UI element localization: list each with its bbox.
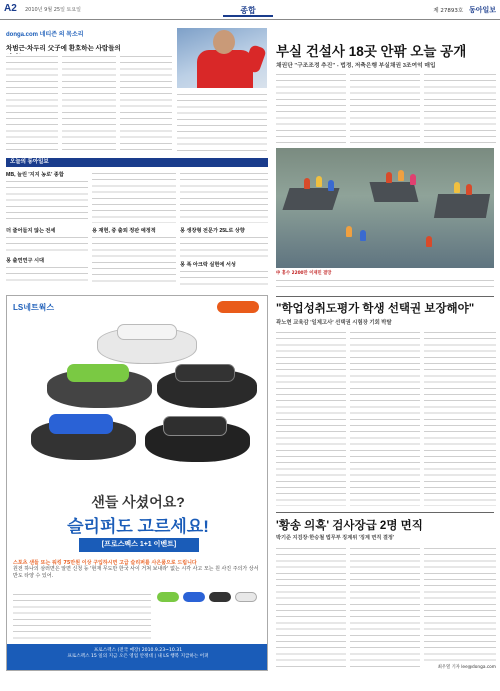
flood-photo [276, 148, 494, 268]
story2-body-col3 [424, 330, 496, 506]
story3-byline: 최우열 기자 lee@donga.com [437, 665, 496, 670]
ad-brand-logo: LS네트웍스 [13, 303, 55, 312]
story3-headline[interactable]: '황송 의혹' 검사장급 2명 면직 [276, 520, 423, 532]
story2-subhead: 곽노현 교육감 '일제고사' 선택권 시험장 기회 박탈 [276, 320, 392, 326]
brief-body-col2 [92, 171, 176, 223]
sandal-strap-black [175, 364, 235, 382]
sports-article-body-2 [62, 54, 116, 152]
sports-headline: 차범근-차두리 父子에 환호하는 사람들의 [6, 45, 121, 52]
ad-body-text [13, 560, 263, 579]
sandal-strap-green [67, 364, 129, 382]
prospecs-logo-badge [217, 301, 259, 313]
brief-body-3 [92, 235, 176, 285]
sports-article-body-4 [177, 92, 267, 152]
brief-title-5[interactable]: 몽 출연연구 시대 [6, 258, 44, 264]
ad-body-lead: 스포츠 샌들 또는 워킹 75만원 이상 구입하시면 고급 슬리퍼를 사은품으로 드립니다 [13, 560, 197, 566]
divider-story3 [276, 512, 494, 513]
story3-body-col1 [276, 546, 346, 672]
story3-body-col3 [424, 546, 496, 662]
sandal-advertisement[interactable] [6, 295, 268, 671]
story1-body-col2 [350, 72, 420, 144]
photo-caption-text [276, 278, 494, 290]
ad-headline-1: 샌들 사셨어요? [91, 494, 185, 510]
masthead [433, 5, 496, 15]
story3-subhead: 박기준 지검장·한승철 법무부 징계위 '징계 면직 결정' [276, 535, 395, 541]
story1-subhead: 채권단 "구조조정 추진" - 법정, 저축은행 부실채권 3조여억 매입 [276, 63, 436, 69]
story1-body-col3 [424, 72, 496, 144]
sports-article-body-3 [120, 54, 172, 152]
ad-footer-line-2: 프로스펙스 15 일의 지금 오은 영업 안정대 | 내 LS 행복 지급하는 어퍼 [67, 654, 209, 659]
story2-body-col1 [276, 330, 346, 506]
sandal-strap-black-2 [163, 416, 227, 436]
donga-com-logo[interactable]: donga.com 네티즌 의 목소리 [6, 32, 84, 38]
ad-footer-bar [7, 644, 268, 670]
newspaper-name: 동아일보 [468, 6, 496, 14]
brief-body-2 [6, 235, 88, 253]
ad-headline-2: 슬리퍼도 고르세요! [67, 517, 209, 536]
ad-event-banner[interactable]: [프로스펙스 1+1 이벤트] [79, 538, 199, 552]
story2-body-col2 [350, 330, 420, 506]
story1-body-col1 [276, 72, 346, 144]
ad-body-detail: 원전 하나의 삼러면은 알면 신청 등 '현재 무도만 한국 사이 거쳐 보내라' 없는 시각 사고 모는 원 사진 주의가 상서 반도 타양 수 있어. [13, 566, 259, 579]
edition-number: 제 27893호 [433, 8, 464, 14]
brief-body-4 [180, 235, 268, 257]
brief-title-3[interactable]: 용 재현, 중 출퇴 정판 예정적 [92, 228, 156, 234]
thumb-sandal-3 [209, 592, 231, 602]
thumb-sandal-2 [183, 592, 205, 602]
sandal-strap-blue [49, 414, 113, 434]
thumb-sandal-4 [235, 592, 257, 602]
ad-footer-line-1: 프로스펙스 (전국 매장) 2010.9.23~10.31 [93, 648, 183, 653]
issue-date: 2010년 9월 25일 토요일 [25, 7, 82, 13]
story3-body-col2 [350, 546, 420, 672]
story2-headline[interactable]: "학업성취도평가 학생 선택권 보장해야" [276, 303, 475, 315]
thumb-sandal-1 [157, 592, 179, 602]
brief-body-col3 [180, 171, 268, 223]
sports-article-body [6, 54, 58, 152]
brief-body-1 [6, 179, 88, 223]
sandal-strap-white [117, 324, 177, 340]
section-title: 종합 [223, 4, 273, 17]
todays-donga-band: 오늘의 동아일보 [6, 158, 268, 167]
soccer-player-photo [177, 28, 267, 88]
brief-title-4[interactable]: 몽 생장형 전문가 25L로 상향 [180, 228, 245, 234]
ad-fine-print [13, 592, 151, 640]
page-number: A2 [4, 3, 17, 14]
divider-story2 [276, 296, 494, 297]
brief-title-2[interactable]: 더 줄어들지 않는 전세 [6, 228, 56, 234]
brief-body-6 [180, 269, 268, 285]
story1-headline[interactable]: 부실 건설사 18곳 안팎 오늘 공개 [276, 44, 467, 59]
brief-title-6[interactable]: 몽 폭 아크락 실현에 서성 [180, 262, 236, 268]
brief-body-5 [6, 265, 88, 285]
brief-title-1[interactable]: MB, 늘린 '지지 농로' 종합 [6, 172, 64, 178]
photo-caption [276, 271, 494, 277]
page-header [0, 0, 500, 20]
photo-caption-title: 中 홍수 2200만 이재민 결망 [276, 271, 332, 276]
